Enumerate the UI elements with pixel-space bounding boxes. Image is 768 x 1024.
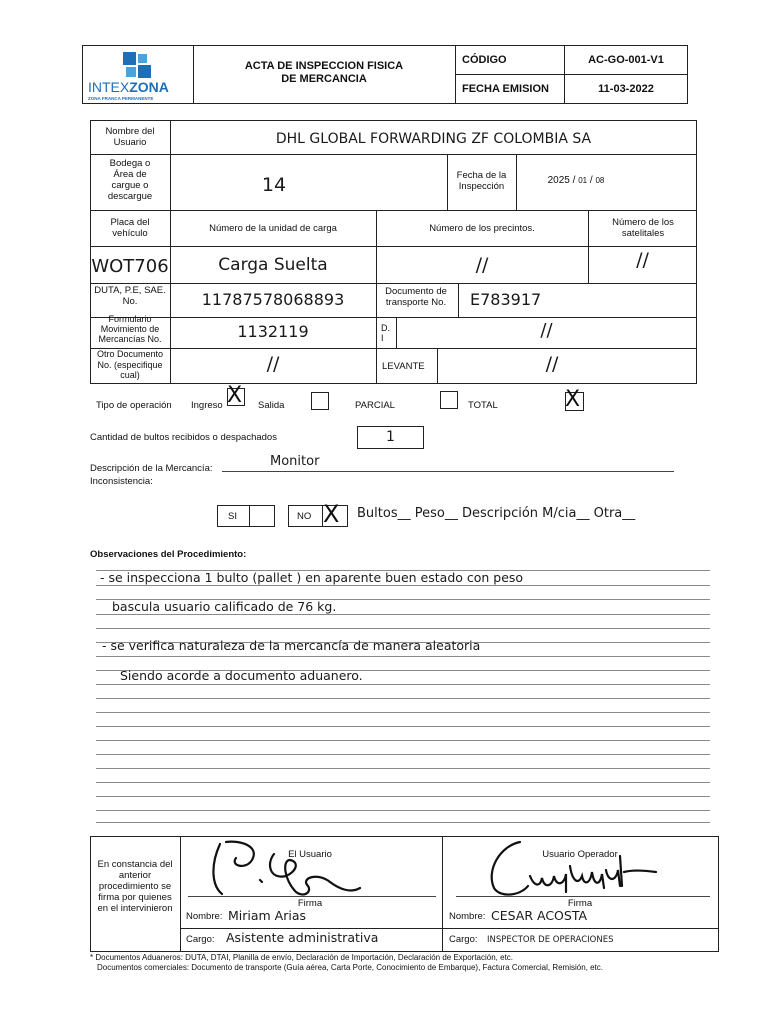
satelitales-label: Número de los satelitales xyxy=(612,217,674,239)
di-label: D. I xyxy=(381,323,390,343)
satelitales-value: // xyxy=(636,249,649,271)
si-label: SI xyxy=(228,511,237,522)
fecha-day: 08 xyxy=(595,176,605,185)
duta-label: DUTA, P.E, SAE. No. xyxy=(94,285,166,307)
fecha-emision-label: FECHA EMISION xyxy=(462,83,549,95)
codigo-value: AC-GO-001-V1 xyxy=(588,54,664,66)
title-line-2: DE MERCANCIA xyxy=(281,73,367,85)
usuario-signature-icon xyxy=(200,836,370,906)
ingreso-x-mark: X xyxy=(227,383,243,408)
unidad-carga-value: Carga Suelta xyxy=(218,255,328,275)
footnote-comerciales: Documentos comerciales: Documento de transporte (Guía aérea, Carta Porte, Conocimiento de Embarque), Factura Comercial, Remisión, etc. xyxy=(97,963,603,972)
levante-label: LEVANTE xyxy=(382,361,425,372)
otro-documento-label: Otro Documento No. (especifique cual) xyxy=(96,349,164,380)
unidad-carga-label: Número de la unidad de carga xyxy=(209,223,337,234)
usuario-firma-title: El Usuario xyxy=(288,849,332,860)
constancia-text: En constancia del anterior procedimiento se firma por quienes en el intervinieron xyxy=(97,859,173,914)
inconsistencia-tipos: Bultos__ Peso__ Descripción M/cia__ Otra__ xyxy=(357,506,636,521)
usuario-cargo-value: Asistente administrativa xyxy=(226,930,379,945)
usuario-label: Nombre del Usuario xyxy=(105,126,155,148)
cantidad-bultos-label: Cantidad de bultos recibidos o despachados xyxy=(90,432,277,443)
logo-text-intex: INTEX xyxy=(88,79,130,95)
levante-value: // xyxy=(545,353,559,375)
operador-signature-icon xyxy=(480,836,670,906)
precintos-value: // xyxy=(475,254,489,276)
doc-transporte-value: E783917 xyxy=(470,290,542,309)
cantidad-bultos-value: 1 xyxy=(386,429,395,445)
bodega-label: Bodega o Área de cargue o descargue xyxy=(107,158,153,202)
operador-nombre-label: Nombre: xyxy=(449,911,486,922)
operador-cargo-value: INSPECTOR DE OPERACIONES xyxy=(487,935,614,945)
operador-firma-title: Usuario Operador xyxy=(542,849,618,860)
tipo-operacion-label: Tipo de operación xyxy=(96,400,172,411)
codigo-label: CÓDIGO xyxy=(462,54,507,66)
logo-subtitle: ZONA FRANCA PERMANENTE xyxy=(88,96,154,101)
operador-firma-label: Firma xyxy=(567,898,593,909)
formulario-label: Formulario Movimiento de Mercancías No. xyxy=(98,314,162,344)
descripcion-label: Descripción de la Mercancía: xyxy=(90,463,213,474)
logo-text-zona: ZONA xyxy=(129,79,169,95)
formulario-value: 1132119 xyxy=(237,322,309,341)
fecha-year: 2025 xyxy=(547,175,570,186)
no-label: NO xyxy=(297,511,312,522)
intexzona-logo xyxy=(86,48,190,102)
usuario-firma-label: Firma xyxy=(297,898,323,909)
usuario-cargo-label: Cargo: xyxy=(186,934,215,945)
observacion-line-2: bascula usuario calificado de 76 kg. xyxy=(112,599,337,614)
placa-label: Placa del vehículo xyxy=(110,217,150,239)
observacion-line-1: - se inspecciona 1 bulto (pallet ) en aparente buen estado con peso xyxy=(100,570,524,585)
usuario-nombre-label: Nombre: xyxy=(186,911,223,922)
total-x-mark: X xyxy=(565,387,581,412)
inconsistencia-label: Inconsistencia: xyxy=(90,476,153,487)
title-line-1: ACTA DE INSPECCION FISICA xyxy=(244,60,404,72)
operador-nombre-value: CESAR ACOSTA xyxy=(491,908,588,923)
parcial-checkbox[interactable] xyxy=(440,391,458,409)
document-title xyxy=(193,60,455,86)
usuario-nombre-value: Miriam Arias xyxy=(228,908,307,923)
si-box[interactable] xyxy=(217,505,275,527)
placa-value: WOT706 xyxy=(91,256,169,277)
footnote-aduaneros: * Documentos Aduaneros: DUTA, DTAI, Planilla de envío, Declaración de Importación, Declaración de Exportación, etc. xyxy=(90,953,514,962)
ingreso-label: Ingreso xyxy=(191,400,223,411)
parcial-label: PARCIAL xyxy=(355,400,395,411)
observacion-line-4: Siendo acorde a documento aduanero. xyxy=(120,668,363,683)
precintos-label: Número de los precintos. xyxy=(429,223,535,234)
usuario-value: DHL GLOBAL FORWARDING ZF COLOMBIA SA xyxy=(275,131,592,147)
observacion-line-3: - se verifica naturaleza de la mercancía de manera aleatoria xyxy=(102,638,481,653)
otro-documento-value: // xyxy=(266,353,280,375)
salida-checkbox[interactable] xyxy=(311,392,329,410)
fecha-inspeccion-value: 2025 / 01 / 08 xyxy=(547,175,605,186)
no-x-mark: X xyxy=(323,500,340,528)
descripcion-value: Monitor xyxy=(270,454,320,469)
doc-transporte-label: Documento de transporte No. xyxy=(385,286,447,308)
bodega-value: 14 xyxy=(261,174,287,196)
fecha-emision-value: 11-03-2022 xyxy=(598,83,654,95)
salida-label: Salida xyxy=(258,400,285,411)
fecha-inspeccion-label: Fecha de la Inspección xyxy=(456,170,507,192)
observaciones-title: Observaciones del Procedimiento: xyxy=(90,549,247,560)
total-label: TOTAL xyxy=(468,400,498,411)
duta-value: 11787578068893 xyxy=(201,290,345,309)
operador-cargo-label: Cargo: xyxy=(449,934,478,945)
di-value: // xyxy=(540,320,553,341)
fecha-month: 01 xyxy=(578,176,588,185)
